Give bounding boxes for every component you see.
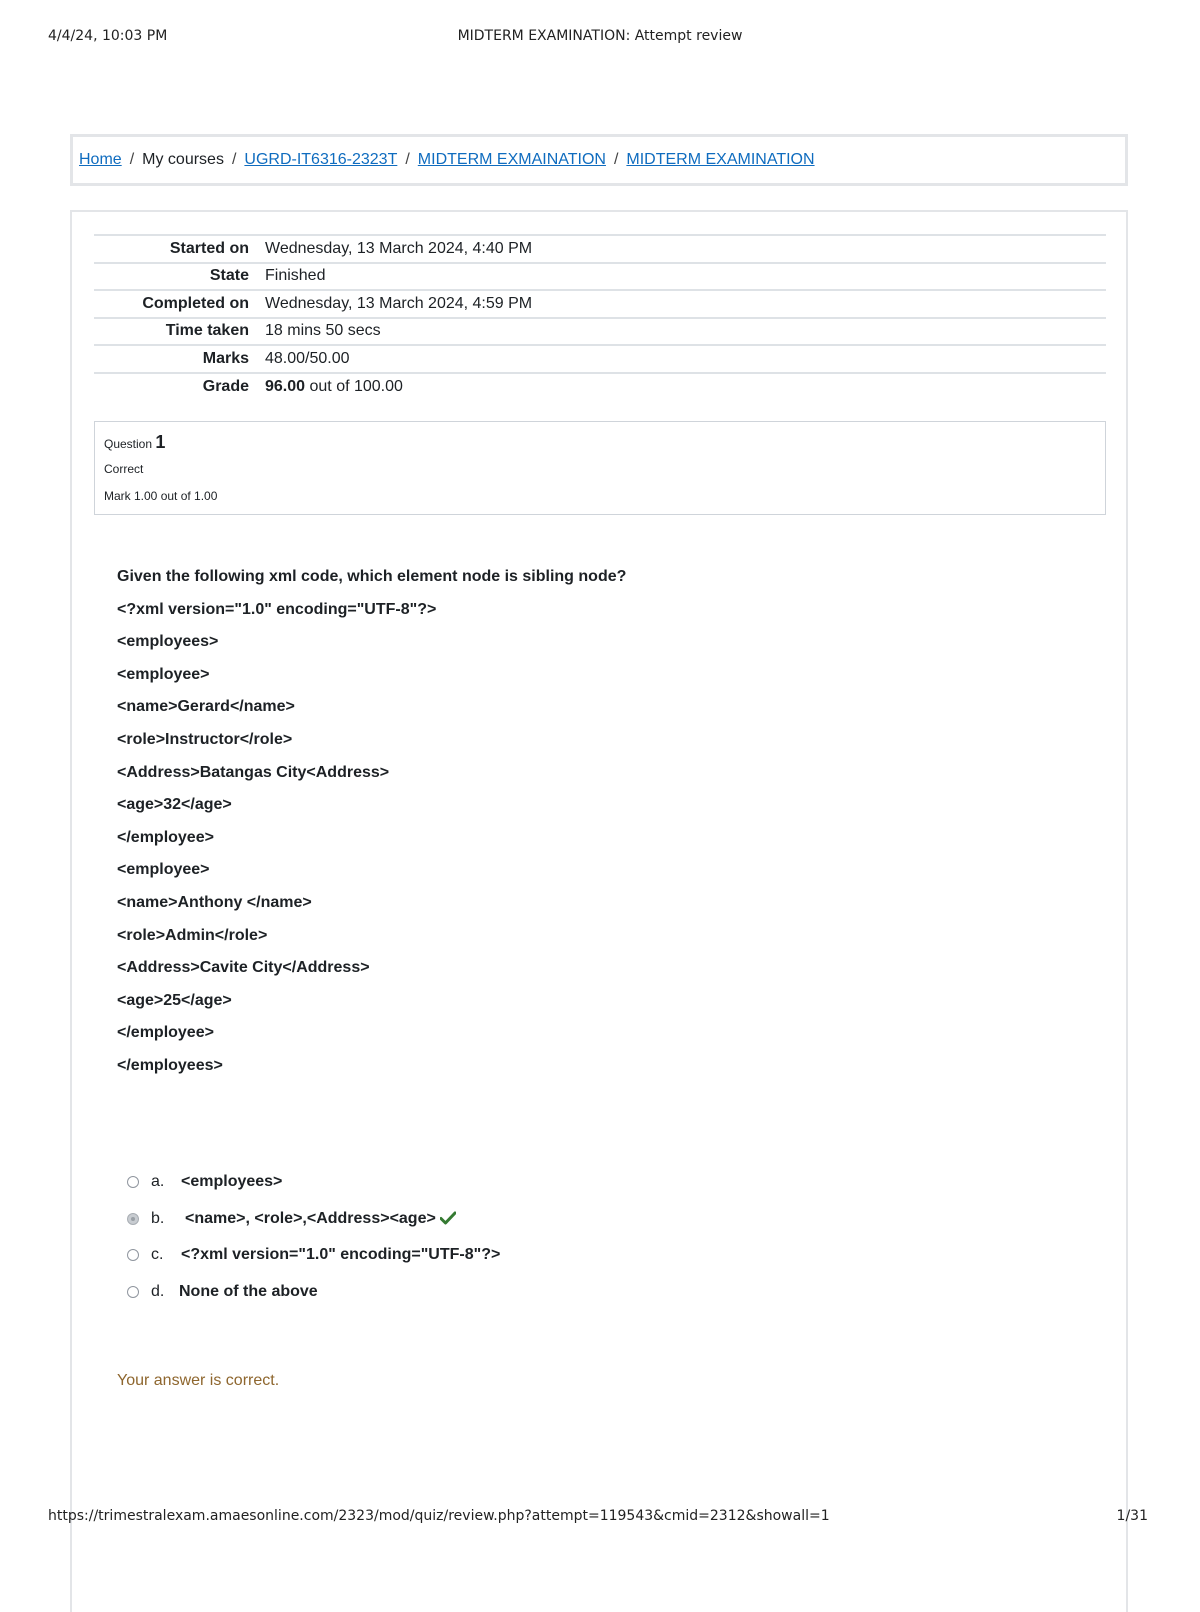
summary-row-time-taken bbox=[94, 318, 1106, 346]
answer-letter: b. bbox=[151, 1209, 165, 1227]
print-header bbox=[48, 28, 1152, 48]
question-line: <role>Admin</role> bbox=[117, 926, 268, 944]
question-line: <age>25</age> bbox=[117, 991, 232, 1009]
question-line: </employee> bbox=[117, 1024, 214, 1042]
summary-label: Started on bbox=[169, 239, 249, 257]
answer-letter: a. bbox=[151, 1173, 165, 1190]
summary-row-completed bbox=[94, 290, 1106, 318]
summary-label: State bbox=[209, 267, 249, 285]
summary-label: Grade bbox=[202, 377, 249, 395]
summary-value: Wednesday, 13 March 2024, 4:40 PM bbox=[265, 239, 533, 257]
check-icon bbox=[440, 1211, 456, 1230]
answer-text: <employees> bbox=[181, 1173, 283, 1190]
answer-text: <name>, <role>,<Address><age> bbox=[185, 1209, 436, 1227]
summary-row-marks bbox=[94, 345, 1106, 373]
summary-row-state bbox=[94, 263, 1106, 291]
answer-radio[interactable] bbox=[127, 1176, 139, 1188]
summary-value: Wednesday, 13 March 2024, 4:59 PM bbox=[265, 294, 533, 312]
answer-radio[interactable] bbox=[127, 1286, 139, 1298]
print-footer bbox=[48, 1508, 1148, 1528]
print-datetime: 4/4/24, 10:03 PM bbox=[48, 28, 168, 44]
print-url: https://trimestralexam.amaesonline.com/2323/mod/quiz/review.php?attempt=119543&cmid=2312&showall=1 bbox=[48, 1508, 830, 1524]
question-info-box bbox=[94, 421, 1106, 515]
summary-row-started bbox=[94, 235, 1106, 263]
question-grade: Mark 1.00 out of 1.00 bbox=[104, 489, 218, 503]
answer-radio-selected[interactable] bbox=[127, 1213, 139, 1225]
breadcrumb-separator: / bbox=[231, 151, 237, 168]
question-prefix: Question bbox=[104, 437, 153, 451]
print-page-number: 1/31 bbox=[1116, 1508, 1148, 1524]
grade-score: 96.00 bbox=[265, 377, 306, 395]
summary-value: 48.00/50.00 bbox=[265, 349, 350, 367]
summary-value: Finished bbox=[265, 267, 326, 285]
question-line: <Address>Cavite City</Address> bbox=[117, 959, 370, 977]
question-line: <?xml version="1.0" encoding="UTF-8"?> bbox=[117, 600, 437, 618]
question-number-value: 1 bbox=[155, 432, 166, 452]
question-line: <employee> bbox=[117, 861, 210, 879]
breadcrumb-container bbox=[70, 134, 1128, 186]
attempt-review-region bbox=[70, 210, 1128, 1612]
breadcrumb-separator: / bbox=[405, 151, 410, 168]
answer-text-wrapper bbox=[185, 1210, 456, 1230]
print-title: MIDTERM EXAMINATION: Attempt review bbox=[457, 28, 743, 44]
question-line: <employee> bbox=[117, 665, 210, 683]
answer-radio[interactable] bbox=[127, 1249, 139, 1261]
breadcrumb-separator: / bbox=[129, 151, 135, 168]
question-line: <Address>Batangas City<Address> bbox=[117, 763, 390, 781]
summary-value: 18 mins 50 secs bbox=[265, 322, 381, 340]
answer-feedback: Your answer is correct. bbox=[117, 1372, 280, 1389]
breadcrumb bbox=[79, 151, 815, 169]
summary-label: Completed on bbox=[142, 294, 249, 312]
breadcrumb-quiz-link[interactable]: MIDTERM EXAMINATION bbox=[626, 151, 815, 168]
summary-label: Marks bbox=[202, 349, 249, 367]
question-number bbox=[104, 432, 165, 453]
question-line: <name>Anthony </name> bbox=[117, 894, 312, 911]
grade-suffix: out of 100.00 bbox=[309, 377, 403, 395]
answer-text: <?xml version="1.0" encoding="UTF-8"?> bbox=[181, 1246, 501, 1263]
answer-text: None of the above bbox=[179, 1282, 318, 1300]
breadcrumb-section-link[interactable]: MIDTERM EXMAINATION bbox=[417, 151, 606, 168]
attempt-summary-table bbox=[94, 234, 1106, 400]
question-line: </employees> bbox=[117, 1057, 223, 1074]
summary-label: Time taken bbox=[165, 322, 249, 340]
summary-value bbox=[257, 373, 1106, 401]
breadcrumb-my-courses: My courses bbox=[142, 151, 224, 168]
breadcrumb-separator: / bbox=[613, 151, 619, 168]
question-line: <employees> bbox=[117, 633, 219, 651]
summary-row-grade bbox=[94, 373, 1106, 401]
question-line: </employee> bbox=[117, 828, 214, 846]
question-line: <role>Instructor</role> bbox=[117, 731, 293, 748]
question-line: Given the following xml code, which element node is sibling node? bbox=[117, 568, 627, 585]
breadcrumb-course-link[interactable]: UGRD-IT6316-2323T bbox=[244, 151, 398, 168]
answer-letter: c. bbox=[151, 1246, 164, 1263]
question-state: Correct bbox=[104, 462, 144, 476]
answer-letter: d. bbox=[151, 1282, 165, 1300]
question-line: <name>Gerard</name> bbox=[117, 698, 295, 716]
breadcrumb-home-link[interactable]: Home bbox=[79, 151, 122, 168]
question-line: <age>32</age> bbox=[117, 796, 232, 814]
